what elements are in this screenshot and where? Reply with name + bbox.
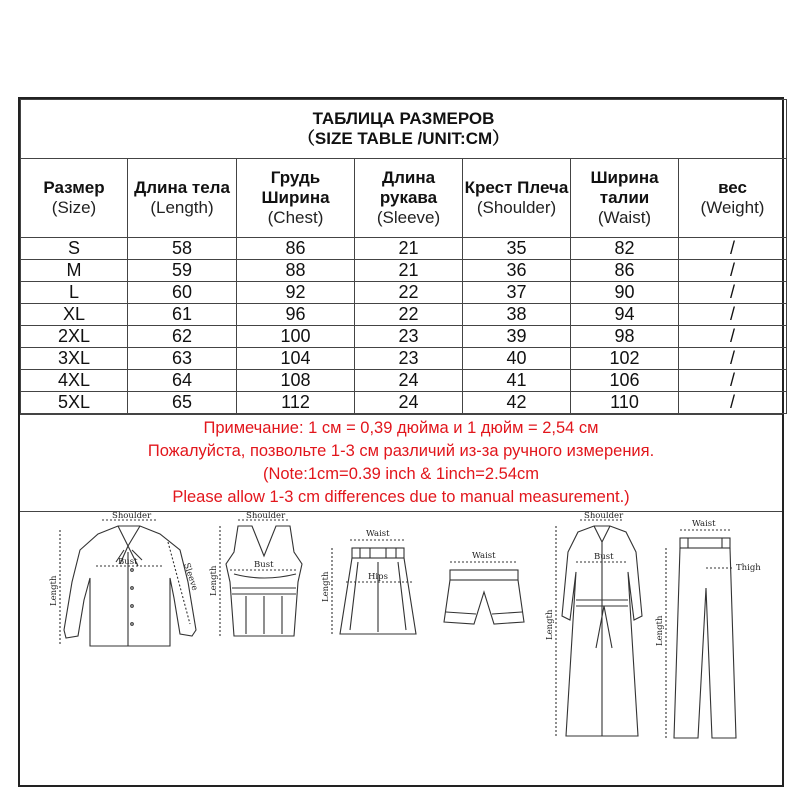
table-cell: 21	[355, 260, 463, 282]
pants-diagram	[655, 519, 761, 738]
blouse-length-label: Length	[49, 575, 59, 606]
skirt-waist-label: Waist	[366, 529, 390, 539]
skirt-length-label: Length	[321, 571, 331, 602]
column-header-en: (Shoulder)	[476, 198, 557, 217]
size-chart-sheet	[18, 97, 784, 787]
table-row	[21, 370, 787, 392]
column-header	[128, 159, 237, 238]
table-cell: M	[21, 260, 128, 282]
table-cell: 22	[355, 282, 463, 304]
note-line: Please allow 1-3 cm differences due to manual measurement.)	[172, 488, 630, 506]
table-cell: 24	[355, 370, 463, 392]
table-cell: 38	[463, 304, 571, 326]
blouse-shoulder-label: Shoulder	[112, 512, 152, 521]
table-cell: 42	[463, 392, 571, 414]
table-cell: 21	[355, 238, 463, 260]
table-cell: 94	[571, 304, 679, 326]
table-cell: 104	[237, 348, 355, 370]
table-cell: /	[679, 370, 787, 392]
table-cell: /	[679, 282, 787, 304]
table-cell: /	[679, 326, 787, 348]
column-header-ru: Длина тела	[134, 178, 230, 197]
coat-length-label: Length	[545, 609, 555, 640]
column-header	[571, 159, 679, 238]
table-cell: 40	[463, 348, 571, 370]
table-cell: 61	[128, 304, 237, 326]
note-line: (Note:1cm=0.39 inch & 1inch=2.54cm	[262, 465, 540, 483]
table-cell: S	[21, 238, 128, 260]
column-header-en: (Length)	[150, 198, 214, 217]
title-ru: ТАБЛИЦА РАЗМЕРОВ	[312, 109, 495, 128]
table-cell: L	[21, 282, 128, 304]
table-cell: 65	[128, 392, 237, 414]
garment-illustrations	[20, 512, 782, 780]
table-cell: 22	[355, 304, 463, 326]
pants-waist-label: Waist	[692, 519, 716, 529]
coat-diagram	[545, 512, 642, 736]
table-cell: 39	[463, 326, 571, 348]
table-cell: 92	[237, 282, 355, 304]
column-header-ru: Длина рукава	[379, 168, 438, 207]
column-header	[355, 159, 463, 238]
blouse-diagram	[49, 512, 199, 646]
table-row	[21, 392, 787, 414]
table-cell: 112	[237, 392, 355, 414]
table-cell: 3XL	[21, 348, 128, 370]
table-cell: 41	[463, 370, 571, 392]
table-cell: 108	[237, 370, 355, 392]
table-cell: 23	[355, 348, 463, 370]
column-header-en: (Waist)	[597, 208, 652, 227]
table-cell: 58	[128, 238, 237, 260]
skirt-hips-label: Hips	[368, 572, 388, 582]
tank-bust-label: Bust	[254, 560, 274, 570]
column-header-en: (Weight)	[700, 198, 765, 217]
pants-length-label: Length	[655, 615, 665, 646]
table-cell: 86	[571, 260, 679, 282]
table-cell: /	[679, 260, 787, 282]
table-title	[21, 100, 787, 159]
table-cell: 2XL	[21, 326, 128, 348]
column-header-en: (Size)	[51, 198, 97, 217]
table-cell: 62	[128, 326, 237, 348]
table-row	[21, 260, 787, 282]
table-row	[21, 238, 787, 260]
table-cell: 36	[463, 260, 571, 282]
table-row	[21, 348, 787, 370]
tank-length-label: Length	[209, 565, 219, 596]
table-cell: /	[679, 348, 787, 370]
size-table	[20, 99, 787, 414]
table-row	[21, 282, 787, 304]
table-cell: 59	[128, 260, 237, 282]
table-cell: 5XL	[21, 392, 128, 414]
table-cell: 63	[128, 348, 237, 370]
pants-thigh-label: Thigh	[736, 563, 761, 573]
note-line: Примечание: 1 см = 0,39 дюйма и 1 дюйм = 2,54 см	[203, 419, 599, 437]
column-header-en: (Chest)	[267, 208, 324, 227]
coat-bust-label: Bust	[594, 552, 614, 562]
column-header-ru: вес	[718, 178, 747, 197]
skirt-diagram	[321, 529, 416, 634]
column-header-ru: Размер	[43, 178, 105, 197]
blouse-sleeve-label: Sleeve	[181, 561, 200, 592]
table-cell: 37	[463, 282, 571, 304]
measurement-note	[20, 414, 782, 512]
table-row	[21, 326, 787, 348]
table-cell: 102	[571, 348, 679, 370]
column-header-ru: Крест Плеча	[464, 178, 569, 197]
table-cell: 98	[571, 326, 679, 348]
table-cell: XL	[21, 304, 128, 326]
table-cell: 60	[128, 282, 237, 304]
table-cell: 82	[571, 238, 679, 260]
table-cell: /	[679, 392, 787, 414]
table-row	[21, 304, 787, 326]
column-header	[237, 159, 355, 238]
blouse-bust-label: Bust	[118, 557, 138, 567]
column-header	[21, 159, 128, 238]
table-cell: 106	[571, 370, 679, 392]
title-en: （SIZE TABLE /UNIT:CM）	[297, 129, 510, 148]
table-cell: /	[679, 238, 787, 260]
table-cell: 90	[571, 282, 679, 304]
column-header-ru: Грудь Ширина	[261, 168, 330, 207]
table-cell: 23	[355, 326, 463, 348]
coat-shoulder-label: Shoulder	[584, 512, 624, 521]
table-cell: 86	[237, 238, 355, 260]
shorts-diagram	[444, 551, 524, 624]
column-header-en: (Sleeve)	[376, 208, 441, 227]
table-cell: 35	[463, 238, 571, 260]
table-cell: /	[679, 304, 787, 326]
column-header-ru: Ширина талии	[590, 168, 659, 207]
table-cell: 88	[237, 260, 355, 282]
table-cell: 100	[237, 326, 355, 348]
table-cell: 64	[128, 370, 237, 392]
column-header	[463, 159, 571, 238]
tank-shoulder-label: Shoulder	[246, 512, 286, 521]
tank-top-diagram	[209, 512, 302, 636]
shorts-waist-label: Waist	[472, 551, 496, 561]
table-cell: 4XL	[21, 370, 128, 392]
table-cell: 24	[355, 392, 463, 414]
garment-diagrams	[20, 512, 782, 780]
note-line: Пожалуйста, позвольте 1-3 см различий из-за ручного измерения.	[147, 442, 655, 460]
table-cell: 96	[237, 304, 355, 326]
column-header	[679, 159, 787, 238]
table-cell: 110	[571, 392, 679, 414]
